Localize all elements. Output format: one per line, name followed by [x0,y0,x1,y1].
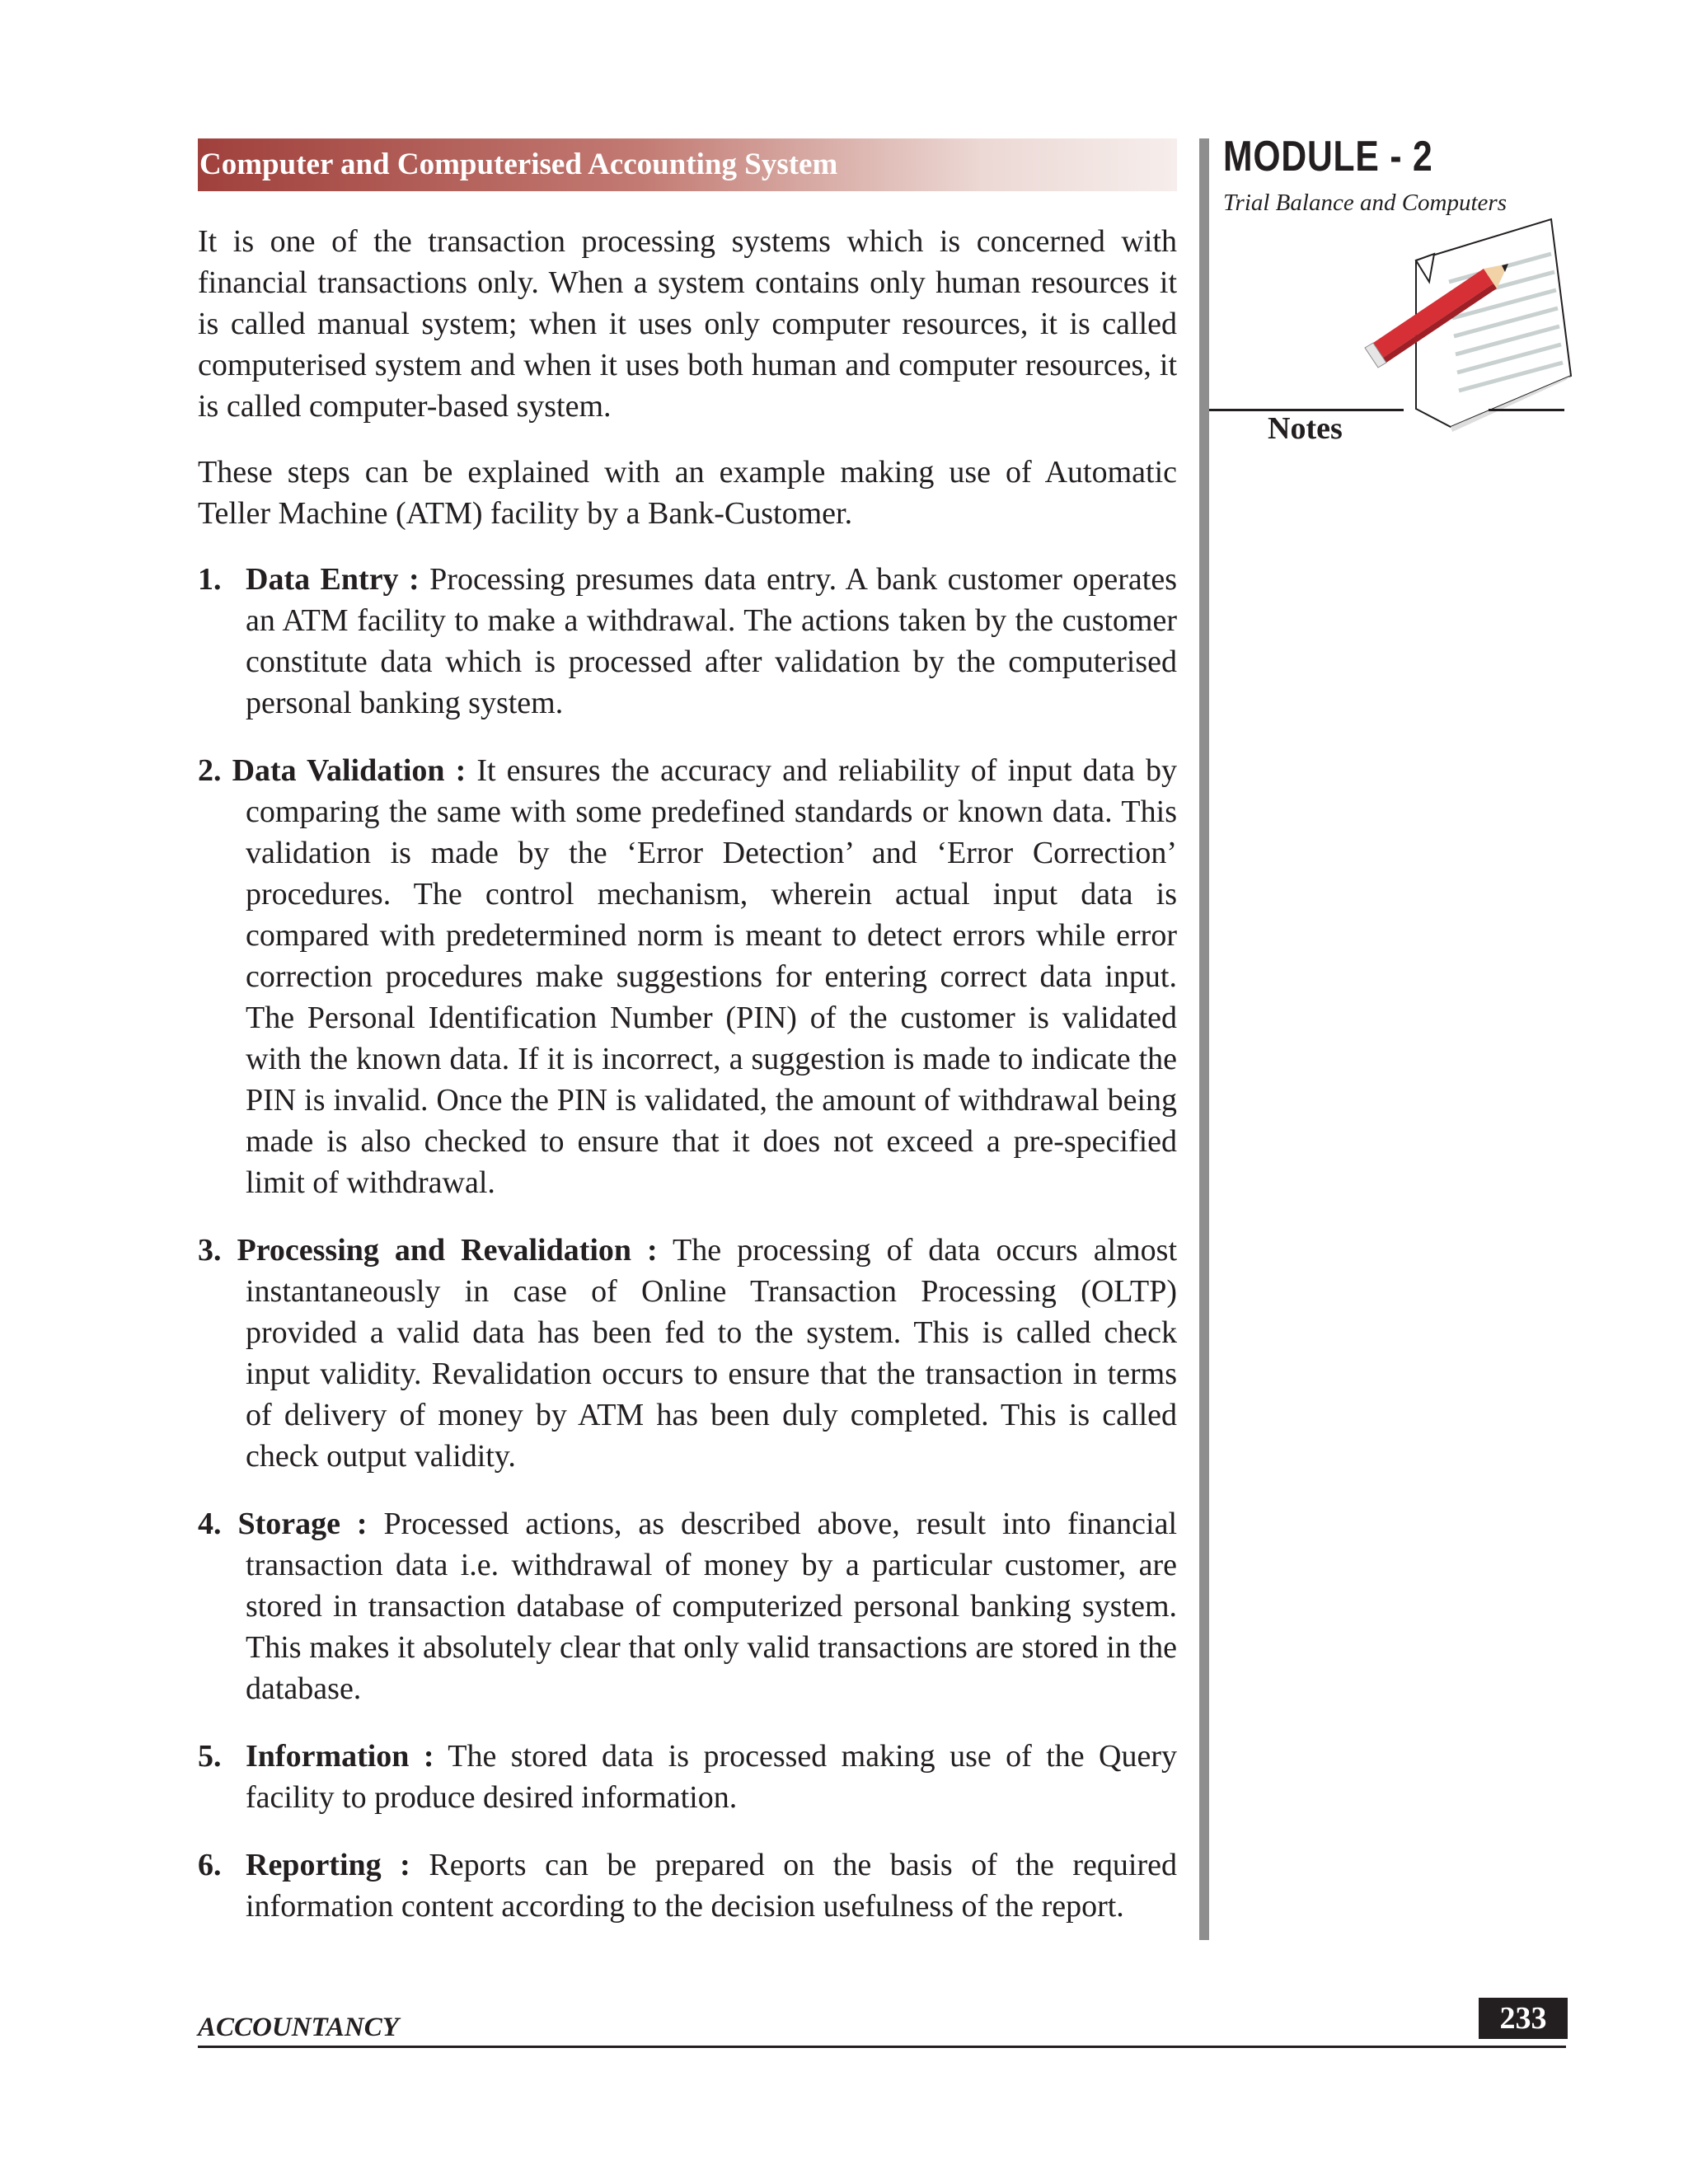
list-item-number: 4. [198,1507,222,1541]
notepad-pencil-icon [1360,211,1574,450]
list-item-title: Data Entry : [246,562,420,597]
notes-label: Notes [1268,411,1343,446]
list-item-text: Processing presumes data entry. A bank customer operates an ATM facility to make a withdrawal. The actions taken by the customer constitute data which is processed after validation by the computerised personal banking system. [246,562,1177,720]
list-item-title: Data Validation : [232,753,467,788]
list-item-title: Processing and Revalidation : [237,1233,658,1268]
list-item [198,1503,1177,1709]
list-item-number: 6. [198,1848,222,1882]
intro-paragraph: It is one of the transaction processing systems which is concerned with financial transactions only. When a system contains only human resources it is called manual system; when it uses only computer resources, it is called computerised system and when it uses both human and computer resources, it is called computer-based system. [198,224,1177,424]
list-item-text: Processed actions, as described above, result into financial transaction data i.e. withdrawal of money by a particular customer, are stored in transaction database of computerized personal banking system. This makes it absolutely clear that only valid transactions are stored in the database. [246,1507,1177,1706]
list-item [198,750,1177,1203]
list-item-text: Reports can be prepared on the basis of the required information content according to the decision usefulness of the report. [246,1848,1177,1924]
list-item [198,1844,1177,1927]
list-item-number: 1. [198,562,222,597]
list-item-number: 3. [198,1233,222,1268]
example-intro-paragraph: These steps can be explained with an example making use of Automatic Teller Machine (ATM) facility by a Bank-Customer. [198,455,1177,531]
module-subtitle: Trial Balance and Computers [1223,190,1507,216]
list-item-title: Storage : [237,1507,368,1541]
list-item-number: 2. [198,753,222,788]
list-item-title: Reporting : [246,1848,410,1882]
footer-rule [198,2046,1566,2048]
list-item-text: The processing of data occurs almost instantaneously in case of Online Transaction Processing (OLTP) provided a valid data has been fed to the system. This is called check input validity. Revalidation occurs to ensure that the transaction in terms of delivery of money by ATM has been duly completed. This is called check output validity. [246,1233,1178,1474]
margin-divider [1199,138,1209,1940]
list-item-title: Information : [246,1739,434,1774]
list-item-text: The stored data is processed making use of the Query facility to produce desired information. [246,1739,1177,1815]
list-item [198,559,1177,724]
main-content [198,221,1177,1953]
list-item-text: It ensures the accuracy and reliability of input data by comparing the same with some predefined standards or known data. This validation is made by the ‘Error Detection’ and ‘Error Correction’ procedures. The control mechanism, wherein actual input data is compared with predetermined norm is meant to detect errors while error correction procedures make suggestions for entering correct data input. The Personal Identification Number (PIN) of the customer is validated with the known data. If it is incorrect, a suggestion is made to indicate the PIN is invalid. Once the PIN is validated, the amount of withdrawal being made is also checked to ensure that it does not exceed a pre-specified limit of withdrawal. [246,753,1178,1200]
page-number: 233 [1479,1998,1568,2039]
footer-book-title: ACCOUNTANCY [198,2013,399,2042]
list-item [198,1230,1177,1477]
list-item-number: 5. [198,1739,222,1774]
list-item [198,1736,1177,1818]
notes-rule-right [1489,409,1564,411]
section-title: Computer and Computerised Accounting System [199,148,838,181]
module-title: MODULE - 2 [1223,133,1433,180]
